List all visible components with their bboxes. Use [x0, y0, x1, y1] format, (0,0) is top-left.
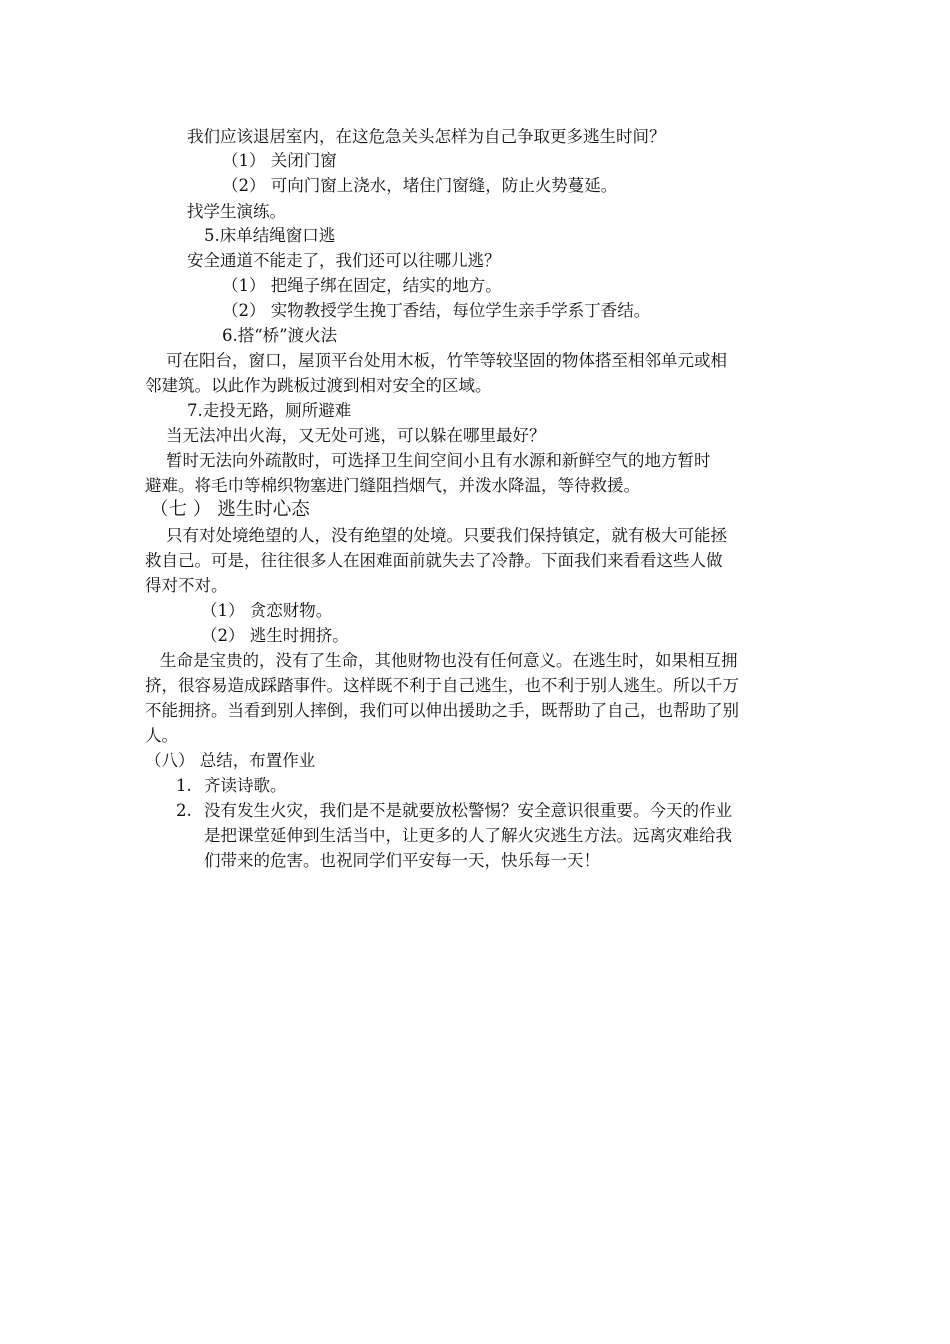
list-item: （1） 关闭门窗	[222, 151, 337, 170]
paragraph-line: 我们应该退居室内，在这危急关头怎样为自己争取更多逃生时间？	[187, 127, 666, 146]
paragraph-line: 安全通道不能走了，我们还可以往哪儿逃？	[187, 251, 501, 270]
paragraph-line: 可在阳台，窗口，屋顶平台处用木板，竹竿等较坚固的物体搭至相邻单元或相	[166, 351, 727, 370]
section-heading: （八） 总结，布置作业	[145, 751, 316, 770]
list-item: 没有发生火灾，我们是不是就要放松警惕？安全意识很重要。今天的作业	[204, 801, 732, 820]
paragraph-line: 得对不对。	[145, 576, 228, 595]
list-item: （2） 逃生时拥挤。	[201, 626, 349, 645]
paragraph-line: 暂时无法向外疏散时，可选择卫生间空间小且有水源和新鲜空气的地方暂时	[166, 451, 711, 470]
paragraph-line: 生命是宝贵的，没有了生命，其他财物也没有任何意义。在逃生时，如果相互拥	[160, 651, 738, 670]
list-item: 齐读诗歌。	[204, 776, 287, 795]
paragraph-line: 避难。将毛巾等棉织物塞进门缝阻挡烟气，并泼水降温，等待救援。	[145, 476, 640, 495]
list-item-continuation: 们带来的危害。也祝同学们平安每一天，快乐每一天！	[204, 851, 600, 870]
list-item: （2） 可向门窗上浇水，堵住门窗缝，防止火势蔓延。	[222, 176, 618, 195]
paragraph-line: 只有对处境绝望的人，没有绝望的处境。只要我们保持镇定，就有极大可能拯	[166, 526, 727, 545]
list-marker: 1.	[176, 776, 192, 795]
section-heading: 7.走投无路，厕所避难	[187, 401, 352, 420]
list-item: （1） 把绳子绑在固定，结实的地方。	[222, 276, 502, 295]
list-marker: 2.	[176, 801, 192, 820]
paragraph-line: 当无法冲出火海，又无处可逃，可以躲在哪里最好？	[166, 426, 546, 445]
section-heading: （七 ） 逃生时心态	[150, 499, 310, 520]
paragraph-line: 人。	[145, 726, 178, 745]
paragraph-line: 救自己。可是，往往很多人在困难面前就失去了冷静。下面我们来看看这些人做	[145, 551, 723, 570]
paragraph-line: 挤，很容易造成踩踏事件。这样既不利于自己逃生，也不利于别人逃生。所以千万	[145, 676, 739, 695]
paragraph-line: 邻建筑。以此作为跳板过渡到相对安全的区域。	[145, 376, 492, 395]
section-heading: 6.搭“桥”渡火法	[222, 326, 338, 345]
paragraph-line: 找学生演练。	[187, 202, 286, 221]
list-item: （2） 实物教授学生挽丁香结，每位学生亲手学系丁香结。	[222, 301, 651, 320]
paragraph-line: 不能拥挤。当看到别人摔倒，我们可以伸出援助之手，既帮助了自己，也帮助了别	[145, 701, 739, 720]
section-heading: 5.床单结绳窗口逃	[204, 226, 336, 245]
list-item: （1） 贪恋财物。	[201, 601, 333, 620]
list-item-continuation: 是把课堂延伸到生活当中，让更多的人了解火灾逃生方法。远离灾难给我	[204, 826, 732, 845]
